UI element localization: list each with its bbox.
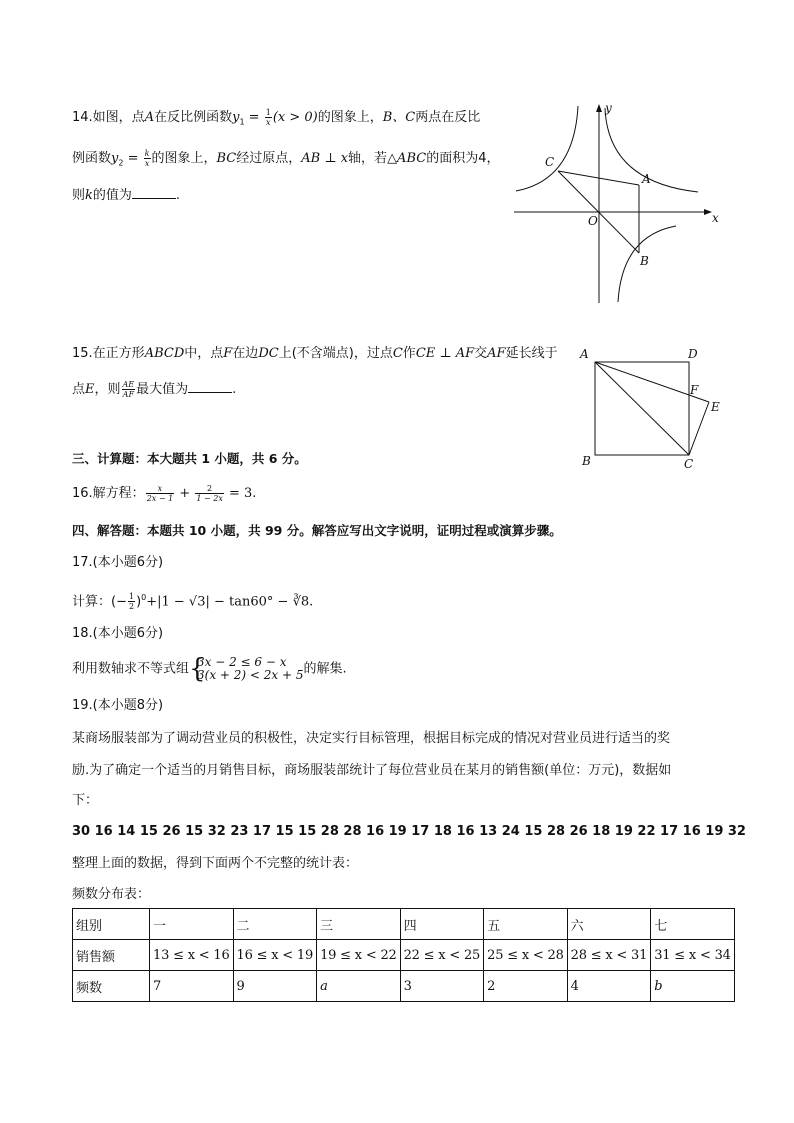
label-y: y	[605, 101, 612, 115]
fraction-k-over-x: $\frac{k}{x}$	[144, 149, 150, 168]
table-cell: 三	[317, 909, 401, 940]
table-row	[73, 909, 735, 940]
left-brace-icon: {	[189, 654, 206, 684]
table-header-cell: 销售额	[73, 940, 150, 971]
fraction-1-over-2: $\frac{1}{2}$	[128, 592, 135, 612]
curve-y1-branch	[605, 108, 698, 192]
section-3-heading: 三、计算题：本大题共 1 小题，共 6 分。	[72, 451, 307, 466]
label-C: C	[545, 155, 555, 169]
table-cell: 31 ≤ x < 34	[651, 940, 735, 971]
label-B: B	[640, 254, 649, 268]
table-row	[73, 971, 735, 1002]
table-cell: 六	[567, 909, 651, 940]
figure-15-square	[576, 340, 726, 472]
label-D: D	[688, 347, 698, 361]
label-x: x	[712, 211, 719, 225]
table-cell: a	[317, 971, 401, 1002]
table-cell: 25 ≤ x < 28	[484, 940, 568, 971]
q15-line-2: 点E，则 $\frac{AE}{AF}$ 最大值为 .	[72, 380, 237, 399]
table-cell: 19 ≤ x < 22	[317, 940, 401, 971]
diagonal-AC	[595, 362, 689, 455]
figure-14-hyperbola	[508, 98, 724, 306]
label-B: B	[582, 454, 591, 468]
fraction-x-over-2x-1: $\frac{x}{2x - 1}$	[146, 484, 174, 503]
q18-inequality-system: 利用数轴求不等式组 { 3x − 2 ≤ 6 − x 3(x + 2) < 2x + 5 的解集.	[72, 654, 347, 684]
q19-paragraph-2: 励.为了确定一个适当的月销售目标，商场服装部统计了每位营业员在某月的销售额(单位：万元)，数据如	[72, 763, 672, 778]
table-cell: b	[651, 971, 735, 1002]
fraction-1-over-x: $\frac{1}{x}$	[265, 108, 271, 127]
inequality-system: { 3x − 2 ≤ 6 − x 3(x + 2) < 2x + 5	[189, 654, 304, 684]
answer-blank	[132, 186, 176, 199]
label-A: A	[580, 347, 589, 361]
curve-y2-upper-left	[516, 106, 578, 191]
fraction-2-over-1-2x: $\frac{2}{1 - 2x}$	[196, 484, 223, 503]
table-cell: 7	[150, 971, 234, 1002]
table-cell: 13 ≤ x < 16	[150, 940, 234, 971]
label-O: O	[588, 214, 598, 228]
q14-line-3: 则k的值为 .	[72, 188, 181, 203]
q19-paragraph-1: 某商场服装部为了调动营业员的积极性，决定实行目标管理，根据目标完成的情况对营业员进行适当的奖	[72, 731, 671, 746]
q17-expression: 计算：(− $\frac{1}{2}$ )$^0$+|1 − √3| − tan60° − ∛8.	[72, 592, 314, 612]
table-cell: 4	[567, 971, 651, 1002]
table-cell: 22 ≤ x < 25	[400, 940, 484, 971]
table-row	[73, 940, 735, 971]
label-C: C	[684, 457, 694, 471]
q19-table-caption: 频数分布表：	[72, 887, 151, 902]
fraction-AE-over-AF: $\frac{AE}{AF}$	[122, 380, 135, 399]
x-axis-arrow-icon	[704, 209, 712, 215]
table-cell: 七	[651, 909, 735, 940]
q18-title: 18.(本小题6分)	[72, 626, 164, 641]
q14-line-2: 例函数$y_2$ = $\frac{k}{x}$ 的图象上，BC经过原点，AB ⊥ x轴，若△ABC的面积为4，	[72, 149, 500, 168]
q17-title: 17.(本小题6分)	[72, 555, 164, 570]
q16-line: 16.解方程： $\frac{x}{2x - 1}$ + $\frac{2}{1 - 2x}$ = 3.	[72, 484, 257, 503]
label-E: E	[711, 400, 720, 414]
table-cell: 二	[233, 909, 317, 940]
table-header-cell: 组别	[73, 909, 150, 940]
q19-paragraph-3: 下：	[72, 793, 99, 808]
q19-paragraph-4: 整理上面的数据，得到下面两个不完整的统计表：	[72, 856, 359, 871]
table-cell: 五	[484, 909, 568, 940]
q15-line-1: 15.在正方形ABCD中，点F在边DC上(不含端点)，过点C作CE ⊥ AF交AF延长线于	[72, 346, 558, 361]
table-cell: 3	[400, 971, 484, 1002]
table-cell: 9	[233, 971, 317, 1002]
table-cell: 一	[150, 909, 234, 940]
q19-title: 19.(本小题8分)	[72, 698, 164, 713]
label-A: A	[642, 172, 651, 186]
q19-sales-data: 30 16 14 15 26 15 32 23 17 15 15 28 28 16 19 17 18 16 13 24 15 28 26 18 19 22 17 16 19 32	[72, 824, 746, 839]
table-header-cell: 频数	[73, 971, 150, 1002]
segment-CE	[689, 402, 709, 455]
table-cell: 四	[400, 909, 484, 940]
table-cell: 2	[484, 971, 568, 1002]
answer-blank	[188, 380, 232, 393]
frequency-table	[72, 908, 735, 1002]
section-4-heading: 四、解答题：本题共 10 小题，共 99 分。解答应写出文字说明，证明过程或演算步骤。	[72, 523, 562, 538]
table-cell: 16 ≤ x < 19	[233, 940, 317, 971]
y-axis-arrow-icon	[596, 104, 602, 112]
table-cell: 28 ≤ x < 31	[567, 940, 651, 971]
label-F: F	[690, 383, 699, 397]
q14-line-1: 14.如图，点A在反比例函数$y_1$ = $\frac{1}{x}$ (x > 0)的图象上，B、C两点在反比	[72, 108, 481, 127]
